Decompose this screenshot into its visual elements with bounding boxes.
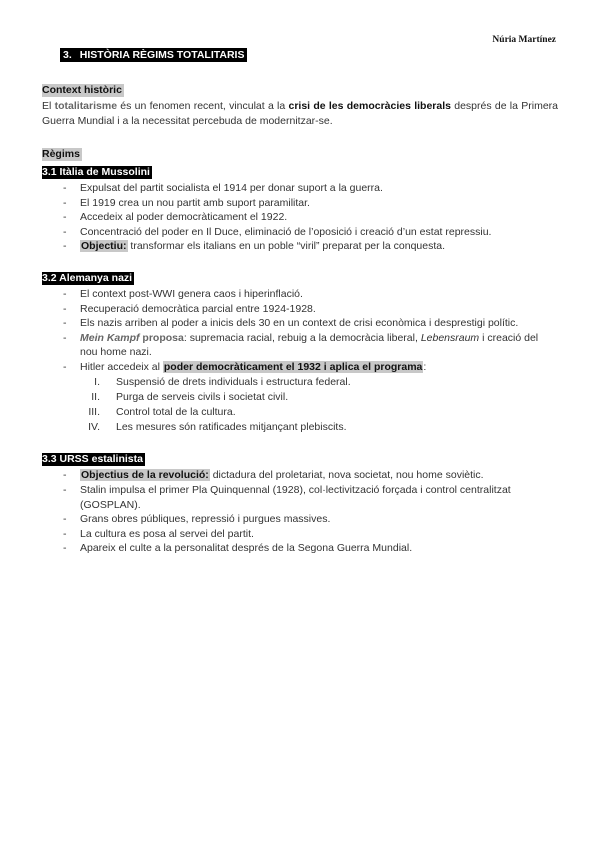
list-item: - Expulsat del partit socialista el 1914 per donar suport a la guerra. [42,181,556,196]
author-name: Núria Martínez [492,35,556,45]
list-item: - La cultura es posa al servei del partit. [42,527,556,542]
list-item: - El context post-WWI genera caos i hiperinflació. [42,287,556,302]
list-item: - Recuperació democràtica parcial entre 1924-1928. [42,302,556,317]
context-section [42,80,558,128]
objective-text: transformar els italians en un poble “viril” preparat per la conquesta. [127,240,446,253]
list-item: - Grans obres públiques, repressió i purgues massives. [42,512,556,527]
germany-section [42,268,558,435]
program-item [42,420,558,435]
list-item: - El 1919 crea un nou partit amb suport paramilitar. [42,196,556,211]
context-text-1: El [42,100,55,112]
list-item: - Apareix el culte a la personalitat després de la Segona Guerra Mundial. [42,541,556,556]
list-item-kampf [42,331,556,360]
ussr-heading: 3.3 URSS estalinista [42,453,143,466]
list-item-hitler [42,360,556,375]
kampf-text-1: : supremacia racial, rebuig a la democràcia liberal, [183,331,421,344]
program-text: Purga de serveis civils i societat civil. [116,390,289,403]
hitler-highlight: poder democràticament el 1932 i aplica el programa [163,360,423,373]
objective-label: Objectiu: [81,240,127,253]
italy-list [42,181,558,254]
program-text: Suspensió de drets individuals i estructura federal. [116,375,351,388]
regims-section [42,144,558,254]
program-text: Les mesures són ratificades mitjançant plebiscits. [116,421,347,434]
program-item [42,375,558,390]
ussr-list [42,468,558,556]
context-paragraph [42,99,558,128]
hitler-text-post: : [423,360,427,373]
roman-numeral: IV. [88,421,100,434]
program-text: Control total de la cultura. [116,405,236,418]
program-list [42,375,558,436]
hitler-text-pre: Hitler accedeix al [80,360,163,373]
ussr-section [42,449,558,556]
list-item: - Accedeix al poder democràticament el 1922. [42,210,556,225]
regims-heading: Règims [42,148,80,160]
list-item: - Els nazis arriben al poder a inicis dels 30 en un context de crisi econòmica i desprestigi polític. [42,316,556,331]
germany-list [42,287,558,375]
italy-heading: 3.1 Itàlia de Mussolini [42,166,150,178]
list-item-objective [42,468,556,483]
context-text-3: després de la Primera Guerra Mundial i a la necessitat percebuda de modernitzar-se. [42,100,558,127]
document-title [60,48,247,62]
objective-label: Objectius de la revolució: [81,469,209,482]
roman-numeral: II. [91,390,100,403]
document-body [42,80,558,556]
program-item [42,390,558,405]
program-item [42,405,558,420]
roman-numeral: I. [94,375,100,388]
list-item: - Stalin impulsa el primer Pla Quinquennal (1928), col·lectivització forçada i control centralitzat (GOSPLAN). [42,483,556,512]
context-heading: Context històric [42,84,122,96]
context-text-2: és un fenomen recent, vinculat a la [117,100,289,112]
roman-numeral: III. [88,405,100,418]
kampf-term: Lebensraum [420,331,480,344]
title-text: HISTÒRIA RÈGIMS TOTALITARIS [79,49,245,61]
objective-text: dictadura del proletariat, nova societat, nou home soviètic. [209,469,484,482]
list-item-objective [42,239,556,254]
list-item: - Concentració del poder en Il Duce, eliminació de l’oposició i creació d’un estat repressiu. [42,225,556,240]
context-crisis: crisi de les democràcies liberals [288,100,451,112]
kampf-label: Mein Kampf [80,331,140,344]
kampf-label-2: proposa [139,331,184,344]
kampf-text-2: i creació del nou home nazi. [80,331,539,359]
context-term: totalitarisme [54,100,118,112]
germany-heading: 3.2 Alemanya nazi [42,271,133,284]
title-number: 3. [63,49,72,61]
